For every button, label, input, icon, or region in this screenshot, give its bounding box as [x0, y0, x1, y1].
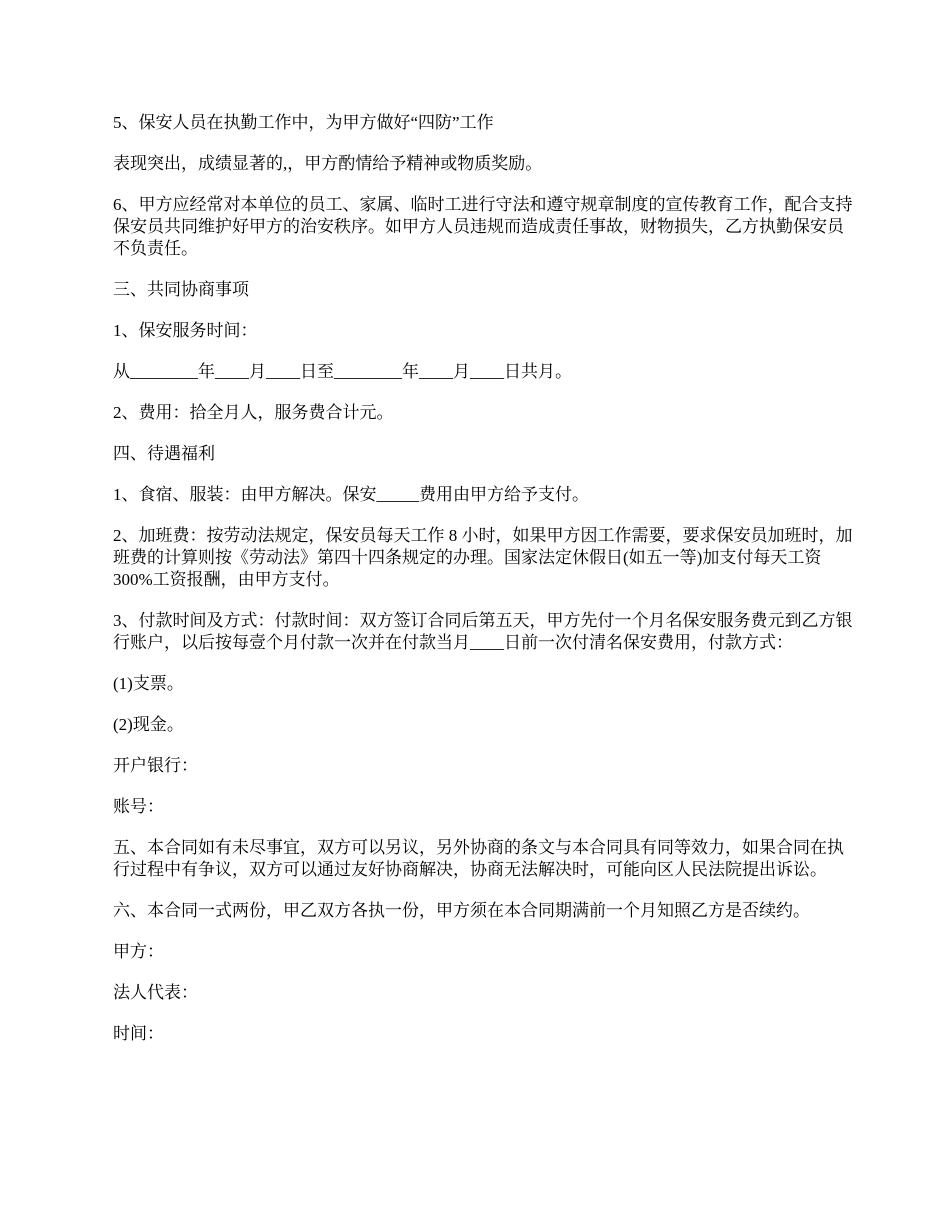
service-period-line: 从________年____月____日至________年____月____日共月。 [113, 362, 572, 381]
bank-label: 开户银行： [113, 756, 198, 775]
date-label: 时间： [113, 1024, 164, 1043]
payment-option-cheque: (1)支票。 [113, 674, 184, 693]
section-3-heading: 三、共同协商事项 [113, 280, 249, 299]
section-4-heading: 四、待遇福利 [113, 444, 215, 463]
section-6-clause: 六、本合同一式两份，甲乙双方各执一份，甲方须在本合同期满前一个月知照乙方是否续约。 [113, 901, 810, 920]
board-uniform-clause: 1、食宿、服装：由甲方解决。保安_____费用由甲方给予支付。 [113, 485, 589, 504]
account-label: 账号： [113, 797, 164, 816]
section-5-clause: 五、本合同如有未尽事宜，双方可以另议，另外协商的条文与本合同具有同等效力，如果合同在执行过程中有争议，双方可以通过友好协商解决，协商无法解决时，可能向区人民法院提出诉讼。 [113, 838, 844, 879]
payment-option-cash: (2)现金。 [113, 715, 184, 734]
clause-5-four-prevention: 5、保安人员在执勤工作中，为甲方做好“四防”工作 [113, 113, 494, 132]
legal-representative-label: 法人代表： [113, 983, 198, 1002]
payment-clause: 3、付款时间及方式：付款时间：双方签订合同后第五天，甲方先付一个月名保安服务费元到乙方银行账户，以后按每壹个月付款一次并在付款当月____日前一次付清名保安费用，付款方式： [113, 611, 853, 652]
party-a-label: 甲方： [113, 942, 164, 961]
fee-line: 2、费用：拾全月人，服务费合计元。 [113, 403, 394, 422]
document-body [113, 112, 853, 1064]
clause-6-education: 6、甲方应经常对本单位的员工、家属、临时工进行守法和遵守规章制度的宣传教育工作，配合支持保安员共同维护好甲方的治安秩序。如甲方人员违规而造成责任事故，财物损失，乙方执勤保安员不负责任。 [113, 195, 853, 258]
service-time-label: 1、保安服务时间： [113, 321, 258, 340]
overtime-clause: 2、加班费：按劳动法规定，保安员每天工作 8 小时，如果甲方因工作需要，要求保安员加班时，加班费的计算则按《劳动法》第四十四条规定的办理。国家法定休假日(如五一等)加支付每天工资 300%工资报酬，由甲方支付。 [113, 526, 853, 589]
reward-paragraph: 表现突出，成绩显著的,，甲方酌情给予精神或物质奖励。 [113, 154, 543, 173]
